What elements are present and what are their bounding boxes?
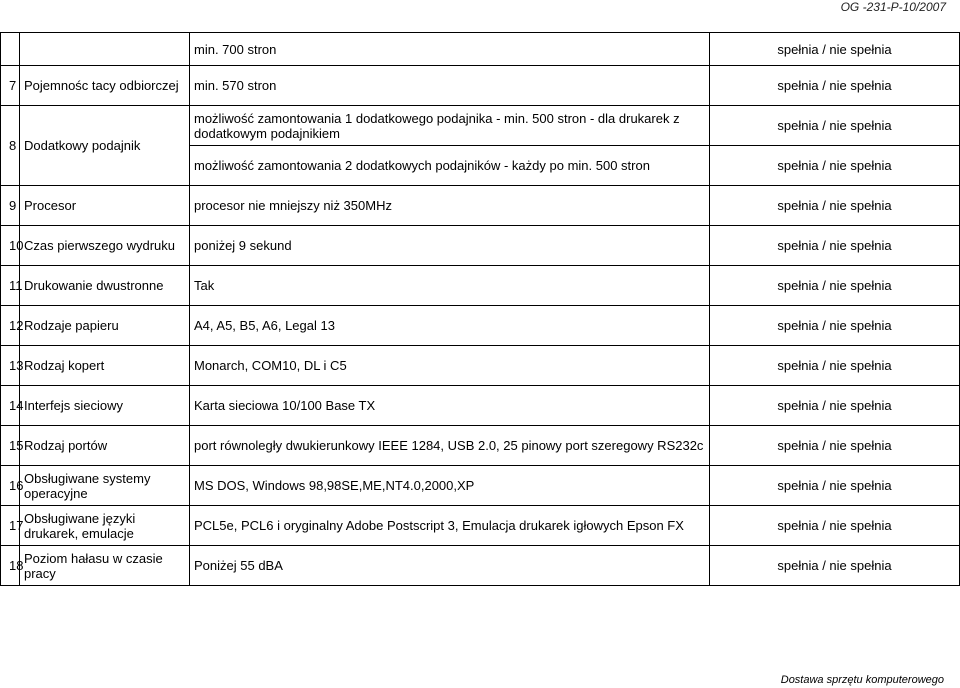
row-number: 15	[1, 426, 20, 466]
table-row	[1, 226, 960, 266]
row-number: 17	[1, 506, 20, 546]
parameter-name: Rodzaj kopert	[20, 346, 190, 386]
row-number: 14	[1, 386, 20, 426]
compliance-cell: spełnia / nie spełnia	[710, 506, 960, 546]
parameter-name: Rodzaje papieru	[20, 306, 190, 346]
parameter-name	[20, 33, 190, 66]
parameter-name: Dodatkowy podajnik	[20, 106, 190, 186]
row-number: 12	[1, 306, 20, 346]
parameter-name: Drukowanie dwustronne	[20, 266, 190, 306]
parameter-name: Czas pierwszego wydruku	[20, 226, 190, 266]
table-row	[1, 506, 960, 546]
row-number: 18	[1, 546, 20, 586]
parameter-requirement: procesor nie mniejszy niż 350MHz	[190, 186, 710, 226]
table-row	[1, 33, 960, 66]
parameter-name: Procesor	[20, 186, 190, 226]
parameter-name: Interfejs sieciowy	[20, 386, 190, 426]
row-number: 11	[1, 266, 20, 306]
footer-caption: Dostawa sprzętu komputerowego	[780, 674, 944, 686]
parameter-requirement: możliwość zamontowania 2 dodatkowych podajników - każdy po min. 500 stron	[190, 146, 710, 186]
table-row	[1, 306, 960, 346]
compliance-cell: spełnia / nie spełnia	[710, 306, 960, 346]
parameter-name: Obsługiwane języki drukarek, emulacje	[20, 506, 190, 546]
compliance-cell: spełnia / nie spełnia	[710, 66, 960, 106]
compliance-cell: spełnia / nie spełnia	[710, 226, 960, 266]
parameter-requirement: poniżej 9 sekund	[190, 226, 710, 266]
row-number: 16	[1, 466, 20, 506]
table-row	[1, 266, 960, 306]
compliance-cell: spełnia / nie spełnia	[710, 466, 960, 506]
parameter-name: Poziom hałasu w czasie pracy	[20, 546, 190, 586]
compliance-cell: spełnia / nie spełnia	[710, 186, 960, 226]
row-number: 13	[1, 346, 20, 386]
table-row	[1, 386, 960, 426]
table-row	[1, 426, 960, 466]
parameter-requirement: PCL5e, PCL6 i oryginalny Adobe Postscript 3, Emulacja drukarek igłowych Epson FX	[190, 506, 710, 546]
compliance-cell: spełnia / nie spełnia	[710, 386, 960, 426]
parameter-requirement: Tak	[190, 266, 710, 306]
parameter-name: Pojemnośc tacy odbiorczej	[20, 66, 190, 106]
parameter-name: Obsługiwane systemy operacyjne	[20, 466, 190, 506]
compliance-cell: spełnia / nie spełnia	[710, 546, 960, 586]
parameter-name: Rodzaj portów	[20, 426, 190, 466]
table-row	[1, 186, 960, 226]
compliance-cell: spełnia / nie spełnia	[710, 266, 960, 306]
parameter-requirement: min. 700 stron	[190, 33, 710, 66]
parameter-requirement: Poniżej 55 dBA	[190, 546, 710, 586]
table-row	[1, 66, 960, 106]
table-row	[1, 546, 960, 586]
row-number: 10	[1, 226, 20, 266]
table-row	[1, 466, 960, 506]
row-number	[1, 33, 20, 66]
row-number: 9	[1, 186, 20, 226]
compliance-cell: spełnia / nie spełnia	[710, 346, 960, 386]
row-number: 8	[1, 106, 20, 186]
parameter-requirement: port równoległy dwukierunkowy IEEE 1284, USB 2.0, 25 pinowy port szeregowy RS232c	[190, 426, 710, 466]
parameter-requirement: możliwość zamontowania 1 dodatkowego podajnika - min. 500 stron - dla drukarek z dodatkowym podajnikiem	[190, 106, 710, 146]
specification-table	[0, 32, 960, 586]
parameter-requirement: A4, A5, B5, A6, Legal 13	[190, 306, 710, 346]
compliance-cell: spełnia / nie spełnia	[710, 426, 960, 466]
compliance-cell: spełnia / nie spełnia	[710, 146, 960, 186]
document-code: OG -231-P-10/2007	[840, 0, 946, 14]
compliance-cell: spełnia / nie spełnia	[710, 33, 960, 66]
parameter-requirement: Monarch, COM10, DL i C5	[190, 346, 710, 386]
parameter-requirement: Karta sieciowa 10/100 Base TX	[190, 386, 710, 426]
compliance-cell: spełnia / nie spełnia	[710, 106, 960, 146]
parameter-requirement: MS DOS, Windows 98,98SE,ME,NT4.0,2000,XP	[190, 466, 710, 506]
parameter-requirement: min. 570 stron	[190, 66, 710, 106]
table-row	[1, 106, 960, 146]
row-number: 7	[1, 66, 20, 106]
table-row	[1, 346, 960, 386]
